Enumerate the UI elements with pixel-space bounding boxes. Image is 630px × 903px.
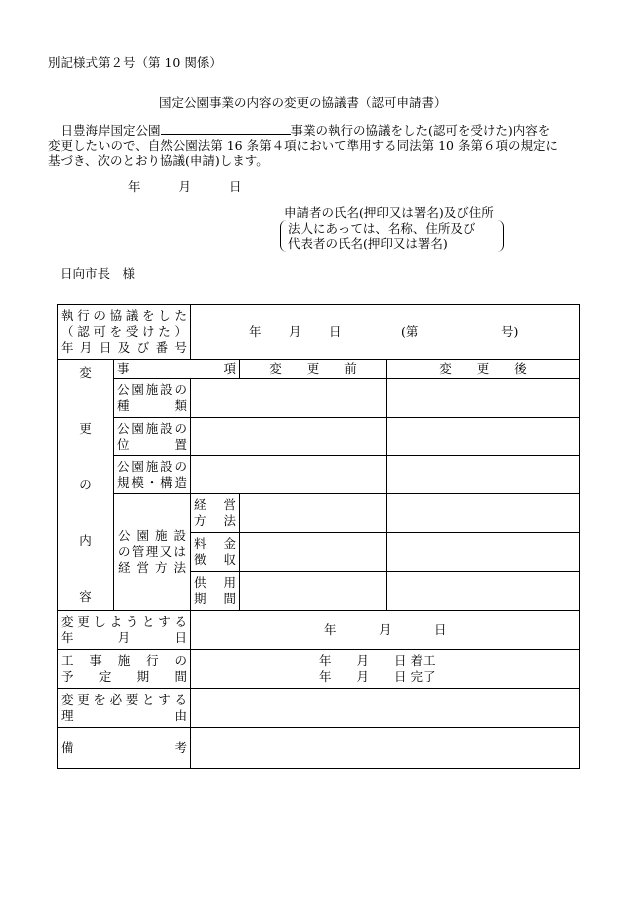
management-label-3: 経営方法 — [118, 560, 186, 575]
service-period-after[interactable] — [387, 572, 580, 611]
planned-change-day: 日 — [434, 622, 447, 637]
date-year: 年 — [128, 179, 141, 194]
before-header: 変 更 前 — [240, 360, 387, 379]
change-char-4: 内 — [79, 533, 92, 548]
management-label-1: 公園施設 — [118, 528, 186, 543]
planned-change-date-label — [58, 611, 191, 650]
corporate-note-line-1: 法人にあっては、名称、住所及び — [288, 221, 476, 236]
change-char-5: 容 — [79, 589, 92, 604]
approval-day: 日 — [329, 324, 342, 339]
planned-change-label-1: 変更しようとする — [61, 614, 187, 629]
operation-method-label-1: 経 営 — [194, 497, 236, 512]
approval-label-3: 年月日及び番号 — [61, 340, 187, 355]
operation-method-label — [191, 494, 240, 533]
operation-method-before[interactable] — [240, 494, 387, 533]
facility-location-label-1: 公園施設の — [117, 420, 187, 436]
facility-scale-after[interactable] — [387, 456, 580, 494]
planned-change-year: 年 — [324, 622, 337, 637]
approval-month: 月 — [289, 324, 302, 339]
addressee: 日向市長 様 — [60, 266, 136, 281]
facility-scale-label — [114, 456, 191, 494]
approval-label-1: 執行の協議をした — [61, 308, 187, 323]
change-reason-label-2: 理 由 — [61, 708, 187, 723]
facility-kind-label — [114, 379, 191, 418]
facility-location-after[interactable] — [387, 418, 580, 456]
facility-kind-after[interactable] — [387, 379, 580, 418]
submission-date — [128, 179, 241, 195]
remarks-label: 備 考 — [58, 728, 191, 769]
request-paragraph — [48, 123, 588, 168]
project-name-blank[interactable] — [161, 123, 291, 135]
after-header: 変 更 後 — [387, 360, 580, 379]
management-label-2: の管理又は — [118, 544, 186, 559]
service-period-label — [191, 572, 240, 611]
service-period-before[interactable] — [240, 572, 387, 611]
approval-year: 年 — [249, 324, 262, 339]
change-reason-label-1: 変更を必要とする — [61, 692, 187, 707]
form-number: 別記様式第２号（第 10 関係） — [48, 55, 222, 70]
operation-method-after[interactable] — [387, 494, 580, 533]
fee-collection-label — [191, 533, 240, 572]
facility-location-label-2: 位 置 — [117, 436, 187, 452]
facility-scale-label-2: 規模・構造 — [117, 474, 187, 490]
approval-date-field[interactable] — [191, 305, 580, 360]
applicant-label: 申請者の氏名(押印又は署名)及び住所 — [284, 205, 494, 220]
construction-label-1: 工 事 施 行 の — [61, 653, 187, 668]
remarks-field[interactable] — [191, 728, 580, 769]
change-form-table — [57, 304, 580, 769]
construction-start: 年 月 日 着工 — [319, 653, 436, 668]
fee-collection-before[interactable] — [240, 533, 387, 572]
item-header: 事 項 — [114, 360, 240, 379]
management-method-label — [114, 494, 191, 611]
document-title: 国定公園事業の内容の変更の協議書（認可申請書） — [159, 95, 447, 110]
approval-number-open: (第 — [401, 324, 419, 339]
facility-location-before[interactable] — [191, 418, 387, 456]
corporate-note-line-2: 代表者の氏名(押印又は署名) — [288, 236, 448, 251]
construction-label-2: 予 定 期 間 — [61, 669, 187, 684]
facility-location-label — [114, 418, 191, 456]
construction-period-field[interactable] — [191, 650, 580, 689]
date-month: 月 — [178, 179, 191, 194]
change-reason-field[interactable] — [191, 689, 580, 728]
facility-kind-before[interactable] — [191, 379, 387, 418]
paragraph-line-3: 基づき、次のとおり協議(申請)します。 — [48, 153, 269, 168]
change-char-3: の — [79, 477, 92, 492]
date-day: 日 — [228, 179, 242, 194]
paragraph-line-1 — [48, 123, 588, 138]
facility-kind-label-1: 公園施設の — [117, 382, 187, 397]
facility-scale-before[interactable] — [191, 456, 387, 494]
construction-end: 年 月 日 完了 — [319, 669, 436, 684]
facility-scale-label-1: 公園施設の — [117, 458, 187, 474]
approval-date-label — [58, 305, 191, 360]
fee-collection-after[interactable] — [387, 533, 580, 572]
fee-collection-label-1: 料 金 — [194, 536, 236, 551]
paragraph-line-2: 変更したいので、自然公園法第 16 条第４項において準用する同法第 10 条第６項の規定に — [48, 138, 558, 153]
change-content-label — [58, 360, 114, 611]
construction-period-label — [58, 650, 191, 689]
planned-change-date-field[interactable] — [191, 611, 580, 650]
change-char-1: 変 — [79, 365, 92, 380]
approval-label-2: （認可を受けた） — [61, 324, 187, 339]
service-period-label-1: 供 用 — [194, 575, 236, 590]
planned-change-month: 月 — [379, 622, 392, 637]
service-period-label-2: 期 間 — [194, 591, 236, 606]
facility-kind-label-2: 種 類 — [117, 398, 187, 413]
park-name: 日豊海岸国定公園 — [60, 123, 161, 138]
corporate-note — [288, 221, 475, 251]
planned-change-label-2: 年 月 日 — [61, 630, 187, 645]
approval-number-close: 号) — [501, 324, 519, 339]
operation-method-label-2: 方 法 — [194, 513, 236, 528]
change-reason-label — [58, 689, 191, 728]
change-char-2: 更 — [79, 421, 92, 436]
fee-collection-label-2: 徴 収 — [194, 552, 236, 567]
paragraph-line-1-rest: 事業の執行の協議をした(認可を受けた)内容を — [290, 123, 551, 138]
